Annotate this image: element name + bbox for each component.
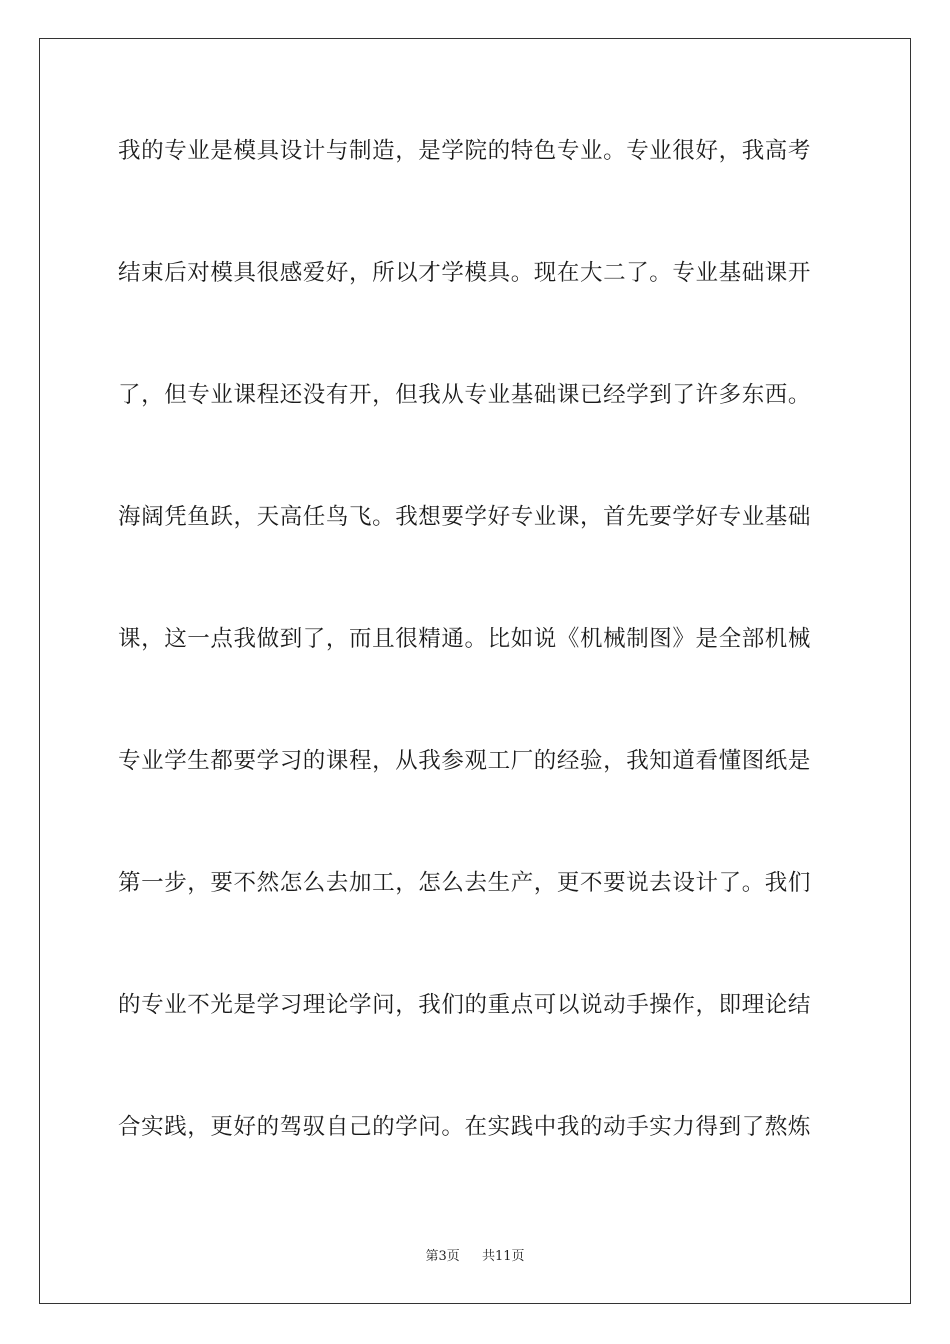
body-text [118, 131, 834, 1229]
page-number: 第3页 [425, 1249, 460, 1264]
text-line: 海阔凭鱼跃，天高任鸟飞。我想要学好专业课，首先要学好专业基础 [118, 504, 812, 530]
text-line: 课，这一点我做到了，而且很精通。比如说《机械制图》是全部机械 [118, 626, 812, 652]
page-total: 共11页 [482, 1249, 525, 1264]
text-line: 我的专业是模具设计与制造，是学院的特色专业。专业很好，我高考 [118, 138, 812, 164]
text-line: 了，但专业课程还没有开，但我从专业基础课已经学到了许多东西。 [118, 382, 812, 408]
page-footer [0, 1247, 950, 1267]
text-line: 合实践，更好的驾驭自己的学问。在实践中我的动手实力得到了熬炼 [118, 1114, 812, 1140]
text-line: 第一步，要不然怎么去加工，怎么去生产，更不要说去设计了。我们 [118, 870, 812, 896]
text-line: 专业学生都要学习的课程，从我参观工厂的经验，我知道看懂图纸是 [118, 748, 812, 774]
text-line: 的专业不光是学习理论学问，我们的重点可以说动手操作，即理论结 [118, 992, 812, 1018]
text-line: 结束后对模具很感爱好，所以才学模具。现在大二了。专业基础课开 [118, 260, 812, 286]
